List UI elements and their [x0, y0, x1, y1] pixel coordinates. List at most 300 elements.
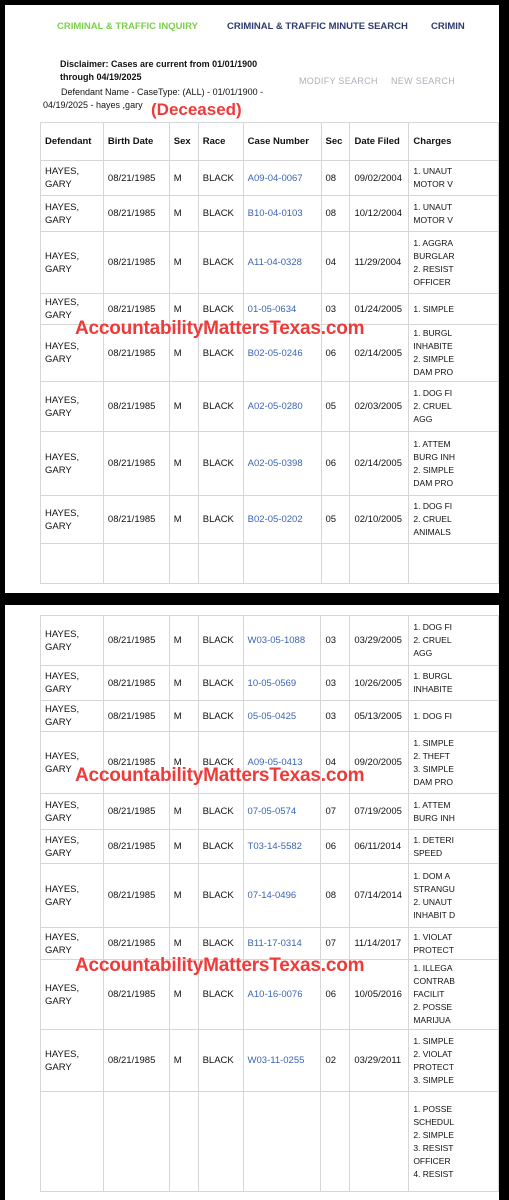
- charge-line: 1. UNAUT: [413, 166, 453, 176]
- charge-line: 1. UNAUT: [413, 201, 453, 212]
- charge-line: MOTOR V: [413, 179, 453, 189]
- table-row: [41, 544, 499, 584]
- cell-date-filed: 09/20/2005: [350, 732, 409, 794]
- watermark-text: AccountabilityMattersTexas.com: [75, 318, 365, 339]
- defendant-first-name: GARY: [45, 520, 72, 532]
- column-header-birth-date[interactable]: Birth Date: [103, 123, 169, 161]
- defendant-first-name: GARY: [45, 214, 72, 226]
- cell-race: BLACK: [198, 161, 243, 196]
- cell-charges: [409, 294, 499, 325]
- cell-sex: [169, 1092, 198, 1192]
- charge-line: BURGLAR: [413, 250, 455, 261]
- cell-defendant: [41, 794, 104, 830]
- charge-line: OFFICER: [413, 1155, 451, 1166]
- disclaimer-line-2: through 04/19/2025: [60, 72, 142, 82]
- column-header-race[interactable]: Race: [198, 123, 243, 161]
- cell-sex: M: [169, 616, 198, 666]
- table-row: [41, 794, 499, 830]
- charge-line: DAM PRO: [413, 776, 453, 787]
- table-row: [41, 616, 499, 666]
- defendant-first-name: GARY: [45, 847, 72, 859]
- defendant-first-name: GARY: [45, 179, 72, 190]
- cell-birth-date: 08/21/1985: [103, 294, 169, 325]
- column-header-charges[interactable]: Charges: [409, 123, 499, 161]
- charge-line: 2. THEFT: [413, 750, 450, 761]
- cell-date-filed: 09/02/2004: [350, 161, 409, 196]
- charge-line: DAM PRO: [413, 477, 454, 488]
- charge-line: MARIJUA: [413, 1015, 451, 1025]
- table-row: [41, 232, 499, 294]
- cell-sec: 02: [321, 1030, 350, 1092]
- case-number-link[interactable]: A09-05-0413: [247, 757, 303, 768]
- cell-race: BLACK: [198, 928, 243, 960]
- disclaimer-text: [60, 58, 290, 84]
- case-number-link[interactable]: A09-04-0067: [247, 172, 303, 184]
- charge-line: 1. SIMPLE: [413, 1035, 454, 1046]
- cell-sex: M: [169, 232, 198, 294]
- cell-birth-date: 08/21/1985: [103, 161, 169, 196]
- cell-charges: [409, 616, 499, 666]
- cell-case-number: [243, 616, 321, 666]
- table-row: [41, 161, 499, 196]
- criteria-line-1: Defendant Name - CaseType: (ALL) - 01/01/1900 -: [61, 87, 264, 97]
- cell-sec: 06: [321, 432, 350, 496]
- case-number-link[interactable]: A10-16-0076: [247, 989, 303, 1000]
- charge-line: 1. DOG FI: [413, 501, 453, 511]
- defendant-first-name: GARY: [45, 896, 72, 908]
- cell-birth-date: 08/21/1985: [103, 232, 169, 294]
- cell-sex: M: [169, 432, 198, 496]
- charge-line: ANIMALS: [413, 527, 451, 537]
- cell-date-filed: 02/14/2005: [350, 325, 409, 382]
- cell-sex: M: [169, 1030, 198, 1092]
- top-nav-tabs: [5, 21, 499, 41]
- cell-race: BLACK: [198, 732, 243, 794]
- defendant-first-name: GARY: [45, 684, 72, 695]
- cell-case-number: [243, 544, 321, 584]
- cell-race: BLACK: [198, 232, 243, 294]
- cell-birth-date: 08/21/1985: [103, 432, 169, 496]
- cell-charges: [409, 830, 499, 864]
- table-body: [41, 161, 499, 584]
- charge-line: 2. SIMPLE: [413, 354, 455, 364]
- cell-date-filed: 10/12/2004: [350, 196, 409, 232]
- charge-line: BURG INH: [413, 451, 455, 462]
- charge-line: STRANGU: [413, 883, 455, 894]
- cell-charges: [409, 1092, 499, 1192]
- cell-sex: M: [169, 325, 198, 382]
- cell-charges: [409, 232, 499, 294]
- cell-sec: 06: [321, 325, 350, 382]
- case-number-link[interactable]: 05-05-0425: [247, 710, 297, 722]
- cell-defendant: [41, 232, 104, 294]
- cell-race: BLACK: [198, 496, 243, 544]
- cell-sex: M: [169, 864, 198, 928]
- charge-line: 1. SIMPLE: [413, 303, 455, 314]
- defendant-last-name: HAYES,: [45, 201, 80, 213]
- cell-race: [198, 1092, 243, 1192]
- cell-sec: 07: [321, 794, 350, 830]
- cell-date-filed: 07/14/2014: [350, 864, 409, 928]
- charge-line: 2. VIOLAT: [413, 1048, 453, 1059]
- charge-line: 2. CRUEL: [413, 401, 452, 411]
- table-row: [41, 1030, 499, 1092]
- charge-line: MOTOR V: [413, 214, 453, 225]
- defendant-last-name: HAYES,: [45, 883, 80, 895]
- cell-sex: M: [169, 382, 198, 432]
- cell-case-number: [243, 232, 321, 294]
- cell-race: BLACK: [198, 864, 243, 928]
- column-header-defendant[interactable]: Defendant: [41, 123, 104, 161]
- defendant-first-name: GARY: [45, 464, 72, 476]
- cell-date-filed: 11/29/2004: [350, 232, 409, 294]
- cell-birth-date: 08/21/1985: [103, 830, 169, 864]
- cell-date-filed: [350, 1092, 409, 1192]
- charge-line: INHABITE: [413, 341, 453, 351]
- defendant-last-name: HAYES,: [45, 451, 80, 463]
- new-search-button[interactable]: NEW SEARCH: [391, 76, 456, 86]
- cell-sec: 07: [321, 928, 350, 960]
- cell-sec: 05: [321, 496, 350, 544]
- cell-sex: M: [169, 161, 198, 196]
- charge-line: SPEED: [413, 847, 443, 858]
- case-results-table: [40, 122, 499, 584]
- case-number-link[interactable]: A11-04-0328: [247, 257, 302, 268]
- cell-charges: [409, 325, 499, 382]
- case-number-link[interactable]: A02-05-0280: [247, 401, 303, 412]
- cell-sec: 03: [321, 666, 350, 701]
- case-number-link[interactable]: W03-11-0255: [247, 1055, 305, 1066]
- cell-charges: [409, 864, 499, 928]
- table-row: [41, 830, 499, 864]
- charge-line: 1. DOG FI: [413, 710, 453, 721]
- defendant-last-name: HAYES,: [45, 931, 80, 943]
- cell-sec: 04: [321, 232, 350, 294]
- cell-birth-date: 08/21/1985: [103, 864, 169, 928]
- charge-line: SCHEDUL: [413, 1116, 454, 1127]
- defendant-last-name: HAYES,: [45, 982, 80, 994]
- case-number-link[interactable]: A02-05-0398: [247, 458, 303, 469]
- table-row: [41, 666, 499, 701]
- cell-case-number: [243, 432, 321, 496]
- cell-sec: 03: [321, 701, 350, 732]
- cell-sex: M: [169, 196, 198, 232]
- case-number-link[interactable]: W03-05-1088: [247, 635, 306, 646]
- defendant-first-name: GARY: [45, 944, 72, 956]
- charge-line: 1. BURGL: [413, 328, 453, 338]
- cell-date-filed: 07/19/2005: [350, 794, 409, 830]
- defendant-last-name: HAYES,: [45, 297, 80, 308]
- table-row: [41, 1092, 499, 1192]
- table-row: [41, 496, 499, 544]
- cell-birth-date: 08/21/1985: [103, 960, 169, 1030]
- watermark-text: AccountabilityMattersTexas.com: [75, 765, 365, 786]
- cell-race: BLACK: [198, 616, 243, 666]
- charge-line: 2. RESIST: [413, 263, 454, 274]
- column-header-sec[interactable]: Sec: [321, 123, 350, 161]
- charge-line: 2. CRUEL: [413, 635, 452, 645]
- defendant-first-name: GARY: [45, 995, 72, 1007]
- cell-charges: [409, 960, 499, 1030]
- defendant-first-name: GARY: [45, 407, 72, 419]
- defendant-last-name: HAYES,: [45, 250, 80, 262]
- cell-sex: M: [169, 928, 198, 960]
- cell-race: BLACK: [198, 382, 243, 432]
- cell-defendant: [41, 864, 104, 928]
- cell-case-number: [243, 382, 321, 432]
- charge-line: 1. ATTEM: [413, 438, 451, 449]
- charge-line: 1. ILLEGA: [413, 963, 453, 973]
- defendant-last-name: HAYES,: [45, 704, 80, 715]
- cell-charges: [409, 794, 499, 830]
- defendant-last-name: HAYES,: [45, 1048, 80, 1060]
- defendant-last-name: HAYES,: [45, 166, 80, 177]
- cell-case-number: [243, 830, 321, 864]
- cell-birth-date: [103, 544, 169, 584]
- charge-line: INHABIT D: [413, 909, 456, 920]
- case-number-link[interactable]: 07-05-0574: [247, 806, 297, 817]
- cell-sex: M: [169, 794, 198, 830]
- search-results-page-1: [5, 5, 499, 593]
- cell-case-number: [243, 864, 321, 928]
- table-header-row: [41, 123, 499, 161]
- cell-sec: 04: [321, 732, 350, 794]
- case-number-link[interactable]: B02-05-0202: [247, 514, 303, 525]
- case-number-link[interactable]: T03-14-5582: [247, 841, 302, 852]
- charge-line: 1. BURGL: [413, 671, 453, 681]
- defendant-last-name: HAYES,: [45, 750, 80, 762]
- charge-line: 1. DOG FI: [413, 388, 453, 398]
- cell-defendant: [41, 1030, 104, 1092]
- cell-charges: [409, 1030, 499, 1092]
- case-number-link[interactable]: 10-05-0569: [247, 677, 297, 689]
- table-row: [41, 432, 499, 496]
- cell-sex: M: [169, 732, 198, 794]
- cell-date-filed: 10/26/2005: [350, 666, 409, 701]
- cell-race: BLACK: [198, 960, 243, 1030]
- cell-race: BLACK: [198, 196, 243, 232]
- tab-criminal-truncated[interactable]: CRIMIN: [431, 21, 465, 32]
- charge-line: 3. SIMPLE: [413, 1074, 454, 1085]
- cell-date-filed: 01/24/2005: [350, 294, 409, 325]
- cell-defendant: [41, 161, 104, 196]
- charge-line: 4. RESIST: [413, 1168, 454, 1179]
- charge-line: 2. UNAUT: [413, 896, 453, 907]
- cell-charges: [409, 496, 499, 544]
- defendant-first-name: GARY: [45, 263, 72, 275]
- charge-line: OFFICER: [413, 276, 451, 287]
- cell-date-filed: 06/11/2014: [350, 830, 409, 864]
- charge-line: DAM PRO: [413, 367, 454, 377]
- cell-birth-date: 08/21/1985: [103, 732, 169, 794]
- cell-defendant: [41, 616, 104, 666]
- cell-defendant: [41, 544, 104, 584]
- cell-birth-date: 08/21/1985: [103, 701, 169, 732]
- charge-line: FACILIT: [413, 989, 445, 999]
- cell-birth-date: 08/21/1985: [103, 1030, 169, 1092]
- cell-sex: M: [169, 830, 198, 864]
- cell-date-filed: [350, 544, 409, 584]
- charge-line: AGG: [413, 648, 433, 658]
- cell-defendant: [41, 1092, 104, 1192]
- cell-defendant: [41, 701, 104, 732]
- charge-line: CONTRAB: [413, 976, 455, 986]
- case-number-link[interactable]: B11-17-0314: [247, 938, 302, 949]
- cell-sec: 06: [321, 960, 350, 1030]
- cell-case-number: [243, 496, 321, 544]
- cell-date-filed: 05/13/2005: [350, 701, 409, 732]
- cell-race: BLACK: [198, 794, 243, 830]
- cell-sex: M: [169, 666, 198, 701]
- cell-sec: [321, 544, 350, 584]
- cell-case-number: [243, 1092, 321, 1192]
- cell-sec: 06: [321, 830, 350, 864]
- cell-birth-date: 08/21/1985: [103, 325, 169, 382]
- case-number-link[interactable]: 07-14-0496: [247, 890, 297, 901]
- column-header-case-number[interactable]: Case Number: [243, 123, 321, 161]
- defendant-first-name: GARY: [45, 1061, 72, 1073]
- charge-line: 1. AGGRA: [413, 237, 454, 248]
- charge-line: 3. RESIST: [413, 1142, 454, 1153]
- disclaimer-line-1: Disclaimer: Cases are current from 01/01/1900: [60, 59, 258, 69]
- table-row: [41, 701, 499, 732]
- column-header-sex[interactable]: Sex: [169, 123, 198, 161]
- cell-charges: [409, 701, 499, 732]
- cell-sec: 03: [321, 616, 350, 666]
- charge-line: 1. ATTEM: [413, 799, 451, 810]
- cell-birth-date: 08/21/1985: [103, 666, 169, 701]
- cell-sec: 08: [321, 196, 350, 232]
- cell-date-filed: 02/03/2005: [350, 382, 409, 432]
- cell-birth-date: 08/21/1985: [103, 928, 169, 960]
- search-results-page-2: [5, 605, 499, 1200]
- cell-sec: 08: [321, 864, 350, 928]
- cell-case-number: [243, 161, 321, 196]
- case-number-link[interactable]: B10-04-0103: [247, 208, 303, 219]
- cell-charges: [409, 666, 499, 701]
- charge-line: 3. SIMPLE: [413, 763, 454, 774]
- cell-birth-date: 08/21/1985: [103, 382, 169, 432]
- cell-race: BLACK: [198, 325, 243, 382]
- charge-line: 2. SIMPLE: [413, 464, 455, 475]
- charge-line: BURG INH: [413, 812, 455, 823]
- cell-defendant: [41, 432, 104, 496]
- case-number-link[interactable]: B02-05-0246: [247, 347, 303, 359]
- cell-date-filed: 03/29/2005: [350, 616, 409, 666]
- case-number-link[interactable]: 01-05-0634: [247, 303, 297, 315]
- cell-race: BLACK: [198, 701, 243, 732]
- defendant-first-name: GARY: [45, 812, 72, 824]
- cell-sex: M: [169, 701, 198, 732]
- cell-date-filed: 11/14/2017: [350, 928, 409, 960]
- tab-criminal-traffic-minute-search[interactable]: CRIMINAL & TRAFFIC MINUTE SEARCH: [227, 21, 408, 32]
- cell-defendant: [41, 382, 104, 432]
- cell-date-filed: 03/29/2011: [350, 1030, 409, 1092]
- cell-birth-date: 08/21/1985: [103, 196, 169, 232]
- tab-criminal-traffic-inquiry[interactable]: CRIMINAL & TRAFFIC INQUIRY: [57, 21, 198, 32]
- defendant-last-name: HAYES,: [45, 341, 80, 352]
- table-body: [41, 616, 499, 1192]
- cell-defendant: [41, 196, 104, 232]
- defendant-first-name: GARY: [45, 641, 72, 653]
- cell-sex: M: [169, 294, 198, 325]
- table-row: [41, 382, 499, 432]
- charge-line: 1. DOG FI: [413, 622, 453, 632]
- column-header-date-filed[interactable]: Date Filed: [350, 123, 409, 161]
- cell-defendant: [41, 496, 104, 544]
- defendant-first-name: GARY: [45, 310, 72, 321]
- cell-charges: [409, 196, 499, 232]
- cell-sex: M: [169, 960, 198, 1030]
- charge-line: AGG: [413, 414, 433, 424]
- cell-defendant: [41, 666, 104, 701]
- defendant-last-name: HAYES,: [45, 394, 80, 406]
- cell-race: BLACK: [198, 830, 243, 864]
- cell-race: BLACK: [198, 294, 243, 325]
- cell-sex: [169, 544, 198, 584]
- cell-charges: [409, 732, 499, 794]
- cell-charges: [409, 928, 499, 960]
- watermark-text: AccountabilityMattersTexas.com: [75, 955, 365, 976]
- cell-charges: [409, 382, 499, 432]
- defendant-last-name: HAYES,: [45, 628, 80, 640]
- cell-race: [198, 544, 243, 584]
- cell-race: BLACK: [198, 432, 243, 496]
- cell-race: BLACK: [198, 1030, 243, 1092]
- charge-line: PROTECT: [413, 944, 454, 955]
- criteria-line-2: 04/19/2025 - hayes ,gary: [43, 100, 143, 110]
- defendant-first-name: GARY: [45, 763, 72, 775]
- cell-sec: 08: [321, 161, 350, 196]
- charge-line: 2. POSSE: [413, 1002, 453, 1012]
- table-row: [41, 196, 499, 232]
- cell-sex: M: [169, 496, 198, 544]
- defendant-first-name: GARY: [45, 717, 72, 728]
- defendant-last-name: HAYES,: [45, 507, 80, 519]
- cell-sec: [321, 1092, 350, 1192]
- case-results-table-continued: [40, 615, 499, 1192]
- defendant-last-name: HAYES,: [45, 834, 80, 846]
- cell-sec: 05: [321, 382, 350, 432]
- cell-case-number: [243, 701, 321, 732]
- charge-line: 1. DOM A: [413, 870, 451, 881]
- defendant-last-name: HAYES,: [45, 671, 80, 682]
- table-row: [41, 864, 499, 928]
- cell-race: BLACK: [198, 666, 243, 701]
- charge-line: 1. POSSE: [413, 1103, 453, 1114]
- cell-date-filed: 02/10/2005: [350, 496, 409, 544]
- cell-charges: [409, 544, 499, 584]
- charge-line: INHABITE: [413, 684, 453, 694]
- cell-birth-date: 08/21/1985: [103, 496, 169, 544]
- cell-charges: [409, 161, 499, 196]
- charge-line: 2. CRUEL: [413, 514, 452, 524]
- cell-defendant: [41, 830, 104, 864]
- cell-date-filed: 10/05/2016: [350, 960, 409, 1030]
- cell-case-number: [243, 794, 321, 830]
- charge-line: 2. SIMPLE: [413, 1129, 454, 1140]
- cell-birth-date: 08/21/1985: [103, 794, 169, 830]
- cell-date-filed: 02/14/2005: [350, 432, 409, 496]
- cell-sec: 03: [321, 294, 350, 325]
- modify-search-button[interactable]: MODIFY SEARCH: [299, 76, 378, 86]
- cell-birth-date: 08/21/1985: [103, 616, 169, 666]
- defendant-last-name: HAYES,: [45, 799, 80, 811]
- charge-line: 1. SIMPLE: [413, 737, 454, 748]
- cell-charges: [409, 432, 499, 496]
- cell-case-number: [243, 1030, 321, 1092]
- charge-line: PROTECT: [413, 1061, 454, 1072]
